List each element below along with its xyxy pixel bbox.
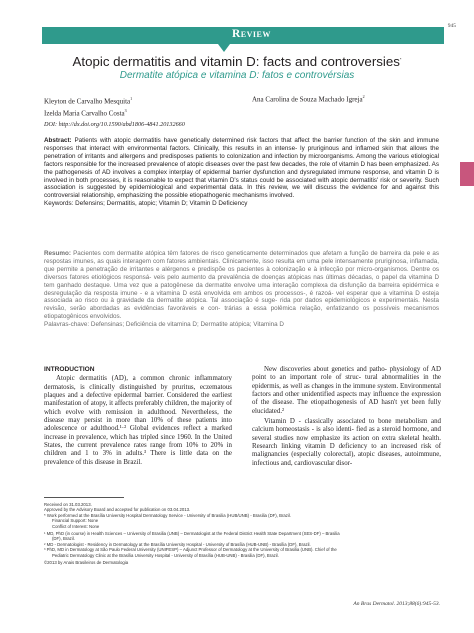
affiliation-1: ¹ MD, PhD (in course) in Health Sciences – University of Brasilia (UNB) – Dermatologist at the Federal District Health State Department (SES-DF) – Brasilia [44,531,340,537]
genetics-paragraph: New discoveries about genetics and patho- physiology of AD point to an important role of struc- tural abnormalities in the epidermis, as well as changes in the immune system. Environmental factors and other unidentified aspects may influence the expression of the disease. The etiopathogenesis of AD hasn't yet been fully elucidated.² [252,366,441,415]
abstract-line: could be associated with atopic dermatitis' risk or severity. Such association is suggested by epidemiological and [44,176,440,192]
abstract-label: Abstract: [44,137,72,144]
copyright-note: ©2013 by Anais Brasileiros de Dermatologia [44,560,129,566]
journal-citation: An Bras Dermatol. 2013;88(6):945-53. [353,601,440,607]
left-column [44,366,232,467]
title-footnote-mark: * [399,56,402,62]
intro-paragraph: Atopic dermatitis (AD), a common chronic inflammatory dermatosis, is clinically distinguished by pruritus, eczematous plaques and a defective epidermal barrier. Considered the earliest manifestation of atopy, it affects preferably children, the majority of which evolve with remission in adulthood. Nevertheless, the disease may persist in more than 10% of these patients into adolescence or adulthood.¹·² Global evidences reflect a marked increase in prevalence, which has tripled since 1960. In the United States, the current prevalence rates range from 10% to 20% in children and 1 to 3% in adults.³ There is little data on the prevalence of this disease in Brazil. [44,375,232,466]
affiliation-3-cont: Pediatric Dermatology Clinic at the Brasília University Hospital - University of Brasília (HUB-UNB) - Brasilia (DF), Brazil. [52,552,279,558]
support-note: Financial Support: None [52,518,99,524]
abstract-line: ly pruriginous and inflamed skin that allows the penetration of irritants and allergens and predisposes patients [44,144,440,160]
affiliation-2: ² MD - Dermatologist - Residency in Dermatology at the Brasília University Hospital - University of Brasília (HUB-UNB) - Brasília (DF), Brazil. [44,541,311,547]
resumo-line: de barreira da pele e as respostas imunes, as quais interagem com fatores ambientais. Clinicamente, isso resulta [44,250,439,265]
affiliation-3: ³ PhD, MD in Dermatology at São Paulo Federal University (UNIFESP) – Adjunct Professor of Dermatology at the University of Brasilia (UNB). Chief of the [44,547,337,553]
abstract-line: experimental data. In this review, we will discuss the evidence for and against this controversial relationship, [44,184,440,200]
abstract-keywords: Keywords: Defensins; Dermatitis, atopic; Vitamin D; Vitamin D Deficiency [44,200,248,208]
section-banner [42,27,444,44]
received-note: Received on 31.03.2013. [44,502,92,507]
abstract-line: immune response, and vitamin D is involved in both processes, it is reasonable to expect that vitamin D's status [44,168,440,184]
author-list-left [44,94,132,119]
side-tab-marker [460,162,474,186]
resumo-line: veis pelo aumento da prevalência de doenças atópicas nas últimas décadas, o papel da vitamina D tem ganhado [44,273,440,289]
approved-note: Approved by the Advisory Board and accepted for publication on 03.04.2013. [44,507,191,513]
footnotes [44,502,444,565]
resumo-line: epidérmica e desregulação da resposta imune - e a vitamina D está envolvida em ambos os processos-, é razoá- [44,281,440,297]
right-column [252,366,441,468]
affiliation-1-cont: (DF), Brazil. [52,536,75,542]
resumo-line: em uma pele intensamente pruriginosa, inflamada, que permite a penetração de irritantes e alérgenos e predispõe [44,257,439,273]
resumo-line: destaque. Uma vez que a patogênese da dermatite envolve uma interação complexa da disfunção da barreira [83,281,400,289]
abstract-line: As the pathogenesis of AD involves a complex interplay of epidermal barrier dysfunction and dysregulated [44,160,440,176]
article-title: Atopic dermatitis and vitamin D: facts and controversies* [72,54,402,69]
footnote-divider [44,497,124,498]
author-1: Kleyton de Carvalho Mesquita$^1$ [44,96,133,106]
abstract-line: of the skin and immune responses that interact with environmental factors. Clinically, this results in an intense- [44,137,439,152]
article-subtitle: Dermatite atópica e vitamina D: fatos e controvérsias [119,70,355,81]
abstract-block [44,137,439,208]
banner-arrow-icon [218,44,230,52]
resumo-line: trárias a essa polêmica relação, enfatizando os possíveis mecanismos etiopatogênicos envolvidos. [44,305,439,321]
doi-link[interactable]: DOI: http://dx.doi.org/10.1590/abd1806-4841.20132660 [44,121,185,128]
resumo-label: Resumo: [44,250,71,257]
resumo-line: os pacientes à colonização e à infecção por micro-organismos. Dentre os diversos fatores etiológicos responsá- [44,265,439,281]
resumo-line: Pacientes com dermatite atópica têm fatores de risco geneticamente determinados que afetam a função [73,250,369,257]
resumo-keywords: Palavras-chave: Defensinas; Deficiência de vitamina D; Dermatite atópica; Vitamina D [44,321,284,329]
vitamin-d-paragraph: Vitamin D - classically associated to bone metabolism and calcium homeostasis - is also identi- fied as a steroid hormone, and several studies now emphasize its action on extra skeletal health. Research linking vitamin D deficiency to an increased risk of malignancies (especially colorectal), atopic diseases, autoimmune, infectious and, cardiovascular disor- [252,418,441,467]
conflict-note: Conflict of Interest: None [52,523,100,529]
resumo-block [44,250,439,329]
abstract-line: emphasizing the possible etiopathogenic mechanisms involved. [117,192,295,200]
work-note: * Work performed at the Brasília University Hospital Dermatology Service - University of Brasilia (HUB/UNB) - Brasilia (DF), Brazil. [44,512,292,518]
resumo-line: vel esperar que a vitamina D esteja associada ao risco ou à gravidade da dermatite atópica. Tal associação é suge- [44,289,440,305]
section-banner-label: Review [232,28,271,40]
abstract-line: to colonization and infection by microorganisms. Among the various etiological factors responsible for [44,152,440,168]
abstract-line: Patients with atopic dermatitis have genetically determined risk factors that affect the barrier function [74,137,367,144]
author-3: Ana Carolina de Souza Machado Igreja$^2$ [252,94,365,104]
author-2: Izelda Maria Carvalho Costa$^3$ [44,108,127,118]
intro-heading: INTRODUCTION [44,366,95,373]
abstract-line: the increased prevalence of atopic diseases over the past few decades, the role of vitamin D has been emphasized. [107,160,431,168]
resumo-line: rida por dados epidemiológicos e experimentais. Nesta revisão, serão abordadas as evidências favoráveis e con- [44,297,440,313]
page-number: 945 [447,23,456,29]
